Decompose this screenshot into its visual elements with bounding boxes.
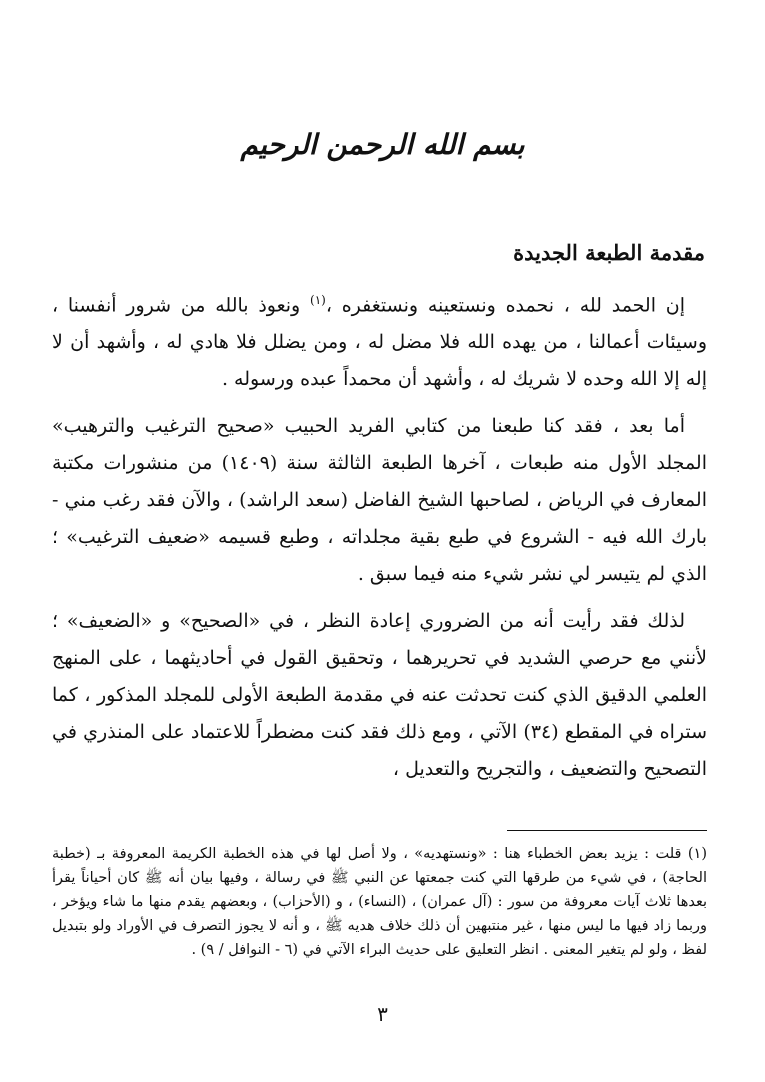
paragraph-1 (52, 282, 707, 398)
paragraph-2: أما بعد ، فقد كنا طبعنا من كتابي الفريد الحبيب «صحيح الترغيب والترهيب» المجلد الأول منه طبعات ، آخرها الطبعة الثالثة سنة (١٤٠٩) من منشورات مكتبة المعارف في الرياض ، لصاحبها الشيخ الفاضل (سعد الراشد) ، والآن فقد رغب مني - بارك الله فيه - الشروع في طبع بقية مجلداته ، وطبع قسيمه «ضعيف الترغيب» ؛ الذي لم يتيسر لي نشر شيء منه فيما سبق . (52, 415, 707, 586)
paragraph-1-end: ونعوذ بالله من شرور أنفسنا ، وسيئات أعمالنا ، من يهده الله فلا مضل له ، ومن يضلل فلا هادي له ، وأشهد أن لا إله إلا الله وحده لا شريك له ، وأشهد أن محمداً عبده ورسوله . (52, 294, 707, 391)
paragraph-3: لذلك فقد رأيت أنه من الضروري إعادة النظر ، في «الصحيح» و «الضعيف» ؛ لأنني مع حرصي الشديد في تحريرهما ، وتحقيق القول في أحاديثهما ، على المنهج العلمي الدقيق الذي كنت تحدثت عنه في مقدمة الطبعة الأولى للمجلد المذكور ، كما ستراه في المقطع (٣٤) الآتي ، ومع ذلك فقد كنت مضطراً للاعتماد على المنذري في التصحيح والتضعيف ، والتجريح والتعديل ، (52, 610, 707, 781)
footnote-divider (507, 830, 707, 831)
body-text (52, 282, 707, 798)
section-title: مقدمة الطبعة الجديدة (513, 240, 705, 265)
footnote-reference[interactable]: (١) (310, 293, 326, 307)
basmala-heading: بسم الله الرحمن الرحيم (240, 128, 525, 161)
page-number: ٣ (377, 1002, 388, 1026)
paragraph-1-start: إن الحمد لله ، نحمده ونستعينه ونستغفره ، (325, 294, 685, 317)
footnote-text: (١) قلت : يزيد بعض الخطباء هنا : «ونستهديه» ، ولا أصل لها في هذه الخطبة الكريمة المعروفة بـ (خطبة الحاجة) ، في شيء من طرقها التي كنت جمعتها عن النبي ﷺ في رسالة ، وفيها بيان أنه ﷺ كان أحياناً يقرأ بعدها ثلاث آيات معروفة من سور : (آل عمران) ، (النساء) ، و (الأحزاب) ، وبعضهم يقدم منها ما شاء ويؤخر ، وربما زاد فيها ما ليس منها ، غير منتبهين أن ذلك خلاف هديه ﷺ ، و أنه لا يجوز التصرف في الأوراد ولو بتبديل لفظ ، ولو لم يتغير المعنى . انظر التعليق على حديث البراء الآتي في (٦ - النوافل / ٩) . (52, 846, 707, 958)
